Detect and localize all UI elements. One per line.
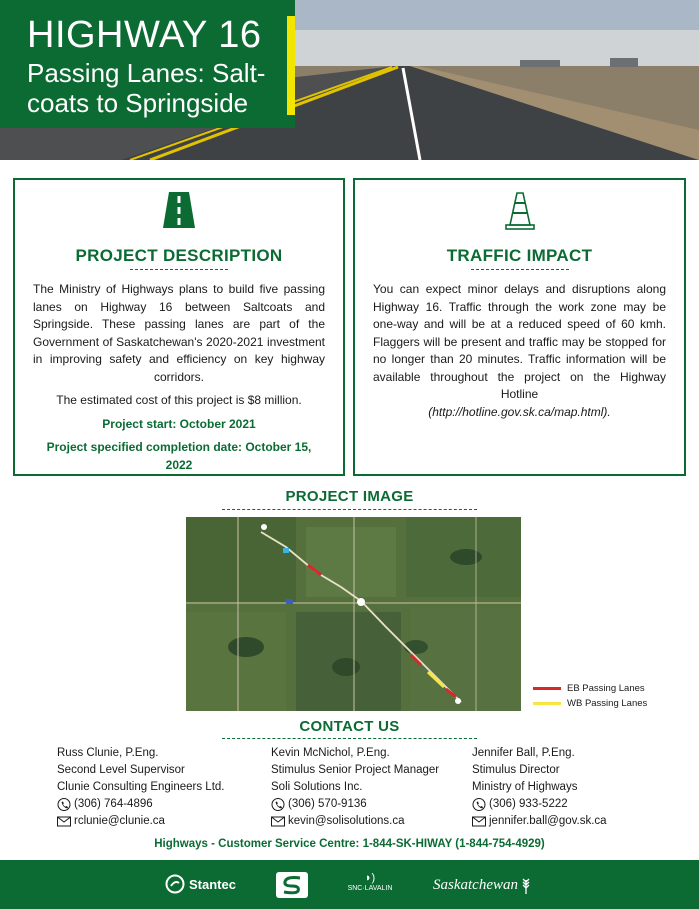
contact-title: Stimulus Director (472, 764, 560, 776)
contact-heading: CONTACT US (299, 718, 400, 735)
contact-phone[interactable]: (306) 933-5222 (489, 798, 568, 810)
stantec-icon (165, 874, 185, 894)
heading-divider (471, 269, 569, 270)
email-icon (472, 815, 487, 828)
road-icon (163, 192, 195, 228)
customer-service-hotline: Highways - Customer Service Centre: 1-844-SK-HIWAY (1-844-754-4929) (154, 838, 545, 850)
satellite-map (186, 517, 521, 711)
contact-title: Stimulus Senior Project Manager (271, 764, 440, 776)
saskatchewan-wordmark: Saskatchewan (433, 876, 518, 893)
contact-email[interactable]: rclunie@clunie.ca (74, 815, 165, 827)
contact-name: Kevin McNichol, P.Eng. (271, 747, 390, 759)
contact-title: Second Level Supervisor (57, 764, 185, 776)
project-description-text: The Ministry of Highways plans to build five passing lanes on Highway 16 between Saltcoats and Springside. These passing lanes are part of the Government of Saskatchewan's 2020-2021 investment in improving safety and efficiency on key highway corridors. (33, 282, 325, 384)
snc-lavalin-wordmark: SNC·LAVALIN (347, 885, 393, 892)
heading-divider (130, 269, 228, 270)
email-icon (271, 815, 286, 828)
contact-org: Clunie Consulting Engineers Ltd. (57, 781, 225, 793)
traffic-impact-heading: TRAFFIC IMPACT (446, 246, 593, 265)
footer-bar (0, 860, 699, 909)
traffic-impact-body (373, 281, 666, 427)
legend-label: WB Passing Lanes (567, 698, 648, 709)
stantec-logo (165, 874, 236, 894)
legend-swatch (533, 687, 561, 690)
soli-logo (276, 872, 308, 898)
phone-icon (57, 798, 72, 811)
section-divider (222, 509, 477, 510)
project-description-heading: PROJECT DESCRIPTION (75, 246, 283, 265)
contact-card (57, 745, 225, 830)
contact-phone[interactable]: (306) 570-9136 (288, 798, 367, 810)
contact-name: Jennifer Ball, P.Eng. (472, 747, 575, 759)
project-start: Project start: October 2021 (102, 416, 256, 431)
signal-icon: ◗) (364, 872, 376, 884)
project-cost: The estimated cost of this project is $8 million. (56, 393, 302, 407)
contact-card (271, 745, 439, 830)
traffic-cone-icon (505, 192, 535, 232)
phone-icon (271, 798, 286, 811)
contact-email[interactable]: kevin@solisolutions.ca (288, 815, 405, 827)
section-divider (222, 738, 477, 739)
project-description-panel (13, 178, 345, 476)
legend-item-wb (533, 696, 647, 711)
map-legend (533, 681, 647, 711)
contact-card (472, 745, 607, 830)
wheat-icon (520, 876, 532, 894)
project-map (186, 517, 521, 711)
page-title: HIGHWAY 16 (27, 14, 262, 56)
contact-name: Russ Clunie, P.Eng. (57, 747, 159, 759)
contact-org: Ministry of Highways (472, 781, 578, 793)
saskatchewan-logo (433, 876, 532, 894)
snc-lavalin-logo (345, 872, 395, 894)
email-icon (57, 815, 72, 828)
hero-banner (0, 0, 699, 160)
page-subtitle: Passing Lanes: Salt-coats to Springside (27, 58, 266, 118)
legend-swatch (533, 702, 561, 705)
hotline-link[interactable]: (http://hotline.gov.sk.ca/map.html). (428, 404, 611, 419)
project-image-heading: PROJECT IMAGE (285, 488, 414, 505)
contact-email[interactable]: jennifer.ball@gov.sk.ca (489, 815, 607, 827)
traffic-impact-text: You can expect minor delays and disruptions along Highway 16. Traffic through the work zone may be one-way and will be at a reduced speed of 60 kmh. Flaggers will be present and traffic may be stopped for no longer than 20 minutes. Traffic information will be available throughout the project on the Highway Hotline (373, 282, 666, 401)
project-completion: Project specified completion date: October 15, 2022 (46, 440, 312, 472)
legend-label: EB Passing Lanes (567, 683, 645, 694)
stantec-wordmark: Stantec (189, 876, 236, 892)
traffic-impact-panel (353, 178, 686, 476)
contact-phone[interactable]: (306) 764-4896 (74, 798, 153, 810)
title-accent-bar (287, 16, 295, 115)
project-description-body (33, 281, 325, 480)
legend-item-eb (533, 681, 647, 696)
phone-icon (472, 798, 487, 811)
contact-org: Soli Solutions Inc. (271, 781, 363, 793)
